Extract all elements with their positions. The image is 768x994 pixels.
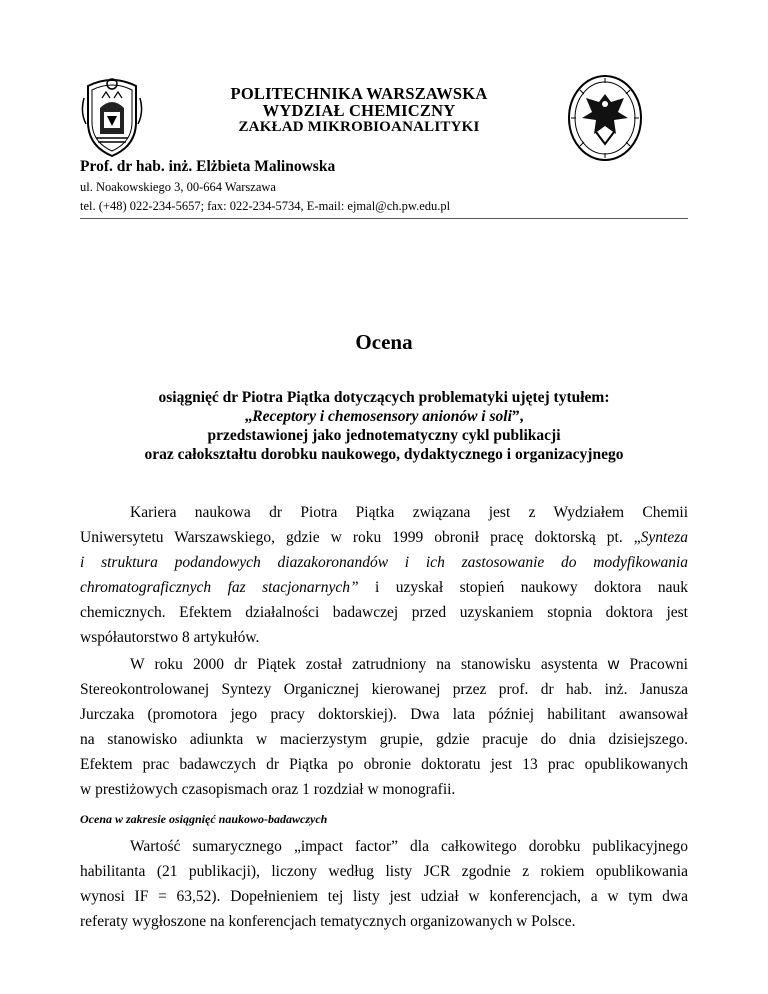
paragraph-line: habilitanta (21 publikacji), liczony według listy JCR zgodnie z rokiem opublikowania bbox=[80, 863, 688, 880]
paragraph-line bbox=[80, 552, 688, 574]
subtitle-line: oraz całokształtu dorobku naukowego, dydaktycznego i organizacyjnego bbox=[144, 446, 624, 463]
department-name: ZAKŁAD MIKROBIOANALITYKI bbox=[238, 119, 480, 135]
university-emblem-icon bbox=[80, 72, 144, 160]
author-name: Prof. dr hab. inż. Elżbieta Malinowska bbox=[80, 158, 336, 175]
faculty-name: WYDZIAŁ CHEMICZNY bbox=[262, 101, 456, 120]
subtitle-line: przedstawionej jako jednotematyczny cykl publikacji bbox=[207, 427, 561, 444]
section-heading: Ocena w zakresie osiągnięć naukowo-badawczych bbox=[80, 812, 328, 826]
paragraph-line: na stanowisko adiunkta w macierzystym grupie, gdzie pracuje do dnia dzisiejszego. bbox=[80, 731, 688, 748]
author-contact: tel. (+48) 022-234-5657; fax: 022-234-5734, E-mail: ejmal@ch.pw.edu.pl bbox=[80, 199, 451, 213]
thesis-title-run: i struktura podandowych diazakoronandów i ich zastosowanie do modyfikowania bbox=[80, 554, 688, 571]
subtitle-topic: Receptory i chemosensory anionów i soli bbox=[252, 408, 512, 425]
subtitle-quote-close: ”, bbox=[511, 408, 524, 425]
paragraph-line: wynosi IF = 63,52). Dopełnieniem tej listy jest udział w konferencjach, a w tym dwa bbox=[80, 888, 688, 905]
text-run: Uniwersytetu Warszawskiego, gdzie w roku 1999 obronił pracę doktorską pt. „ bbox=[80, 529, 641, 546]
paragraph-line: Stereokontrolowanej Syntezy Organicznej kierowanej przez prof. dr hab. inż. Janusza bbox=[80, 681, 688, 698]
text-run: Pracowni bbox=[619, 656, 688, 673]
paragraph-line bbox=[80, 577, 688, 599]
paragraph-line: chemicznych. Efektem działalności badawczej przed uzyskaniem stopnia doktora jest bbox=[80, 604, 688, 621]
text-run: w bbox=[607, 656, 620, 673]
thesis-title-run: Synteza bbox=[640, 529, 688, 546]
paragraph-line: Wartość sumarycznego „impact factor” dla całkowitego dorobku publikacyjnego bbox=[130, 838, 688, 855]
text-run: W roku 2000 dr Piątek został zatrudniony na stanowisku asystenta bbox=[130, 656, 608, 673]
paragraph-line: referaty wygłoszone na konferencjach tematycznych organizowanych w Polsce. bbox=[80, 913, 576, 930]
thesis-title-run: chromatograficznych faz stacjonarnych” bbox=[80, 579, 359, 596]
text-run: i uzyskał stopień naukowy doktora nauk bbox=[358, 579, 688, 596]
paragraph-line: Jurczaka (promotora jego pracy doktorskiej). Dwa lata później habilitant awansował bbox=[80, 706, 688, 723]
paragraph-line bbox=[130, 654, 688, 676]
header-divider bbox=[80, 218, 688, 219]
institution-name: POLITECHNIKA WARSZAWSKA bbox=[230, 84, 488, 103]
paragraph-line bbox=[80, 527, 688, 549]
document-title: Ocena bbox=[355, 330, 413, 354]
faculty-seal-icon bbox=[566, 74, 644, 162]
paragraph-line: w prestiżowych czasopismach oraz 1 rozdział w monografii. bbox=[80, 781, 456, 798]
paragraph-line: współautorstwo 8 artykułów. bbox=[80, 629, 260, 646]
author-address: ul. Noakowskiego 3, 00-664 Warszawa bbox=[80, 180, 276, 194]
subtitle-quote-open: „ bbox=[244, 408, 253, 425]
subtitle-line bbox=[60, 408, 708, 426]
subtitle-line: osiągnięć dr Piotra Piątka dotyczących problematyki ujętej tytułem: bbox=[158, 389, 610, 406]
paragraph-line: Efektem prac badawczych dr Piątka po obronie doktoratu jest 13 prac opublikowanych bbox=[80, 756, 688, 773]
paragraph-line: Kariera naukowa dr Piotra Piątka związana jest z Wydziałem Chemii bbox=[130, 504, 688, 521]
